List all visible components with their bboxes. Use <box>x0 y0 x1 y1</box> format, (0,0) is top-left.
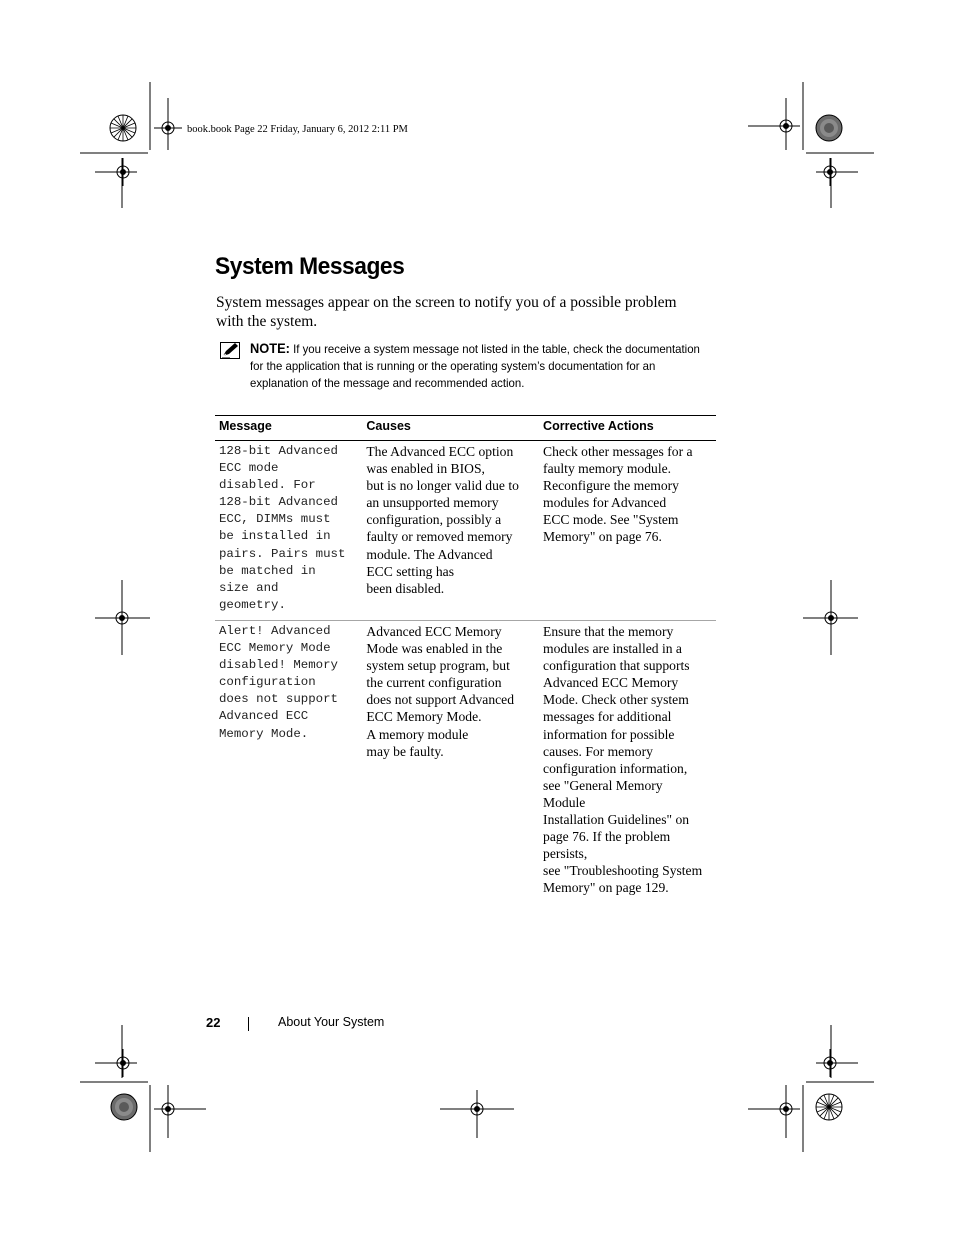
note-pencil-icon <box>220 342 240 359</box>
table-row <box>215 620 716 902</box>
print-slug: book.book Page 22 Friday, January 6, 2012 2:11 PM <box>187 124 408 135</box>
table-header-row <box>215 416 716 441</box>
column-header-causes: Causes <box>362 416 539 441</box>
causes-cell: Advanced ECC Memory Mode was enabled in the system setup program, but the current configuration does not support Advanced ECC Memory Mode. A memory module may be faulty. <box>366 623 514 759</box>
table-row <box>215 441 716 621</box>
note-body: If you receive a system message not listed in the table, check the documentation for the application that is running or the operating system’s documentation for an explanation of the message and recommended action. <box>250 342 700 390</box>
footer-divider <box>248 1017 249 1031</box>
causes-cell: The Advanced ECC option was enabled in BIOS, but is no longer valid due to an unsupported memory configuration, possibly a faulty or removed memory module. The Advanced ECC setting has been disabled. <box>362 441 539 621</box>
actions-cell: Ensure that the memory modules are installed in a configuration that supports Advanced ECC Memory Mode. Check other system messages for additional information for possible causes. For memory configuration information, see "General Memory Module Installation Guidelines" on page 76. If the problem persists, see "Troubleshooting System Memory" on page 129. <box>543 623 703 896</box>
message-cell: Alert! Advanced ECC Memory Mode disabled! Memory configuration does not support Advanced ECC Memory Mode. <box>219 623 338 741</box>
note-label: NOTE: <box>250 341 290 356</box>
system-messages-table <box>215 415 716 902</box>
column-header-corrective-actions: Corrective Actions <box>539 416 716 441</box>
message-cell: 128-bit Advanced ECC mode disabled. For 128-bit Advanced ECC, DIMMs must be installed in pairs. Pairs must be matched in size and geometry. <box>215 441 362 621</box>
page-number: 22 <box>206 1015 221 1030</box>
footer-section-title: About Your System <box>278 1015 385 1029</box>
page-title: System Messages <box>215 253 405 280</box>
intro-paragraph: System messages appear on the screen to notify you of a possible problem with the system. <box>216 294 677 330</box>
column-header-message: Message <box>215 416 362 441</box>
actions-cell: Check other messages for a faulty memory module. Reconfigure the memory modules for Advanced ECC mode. See "System Memory" on page 76. <box>539 441 716 621</box>
note-text <box>250 340 710 392</box>
